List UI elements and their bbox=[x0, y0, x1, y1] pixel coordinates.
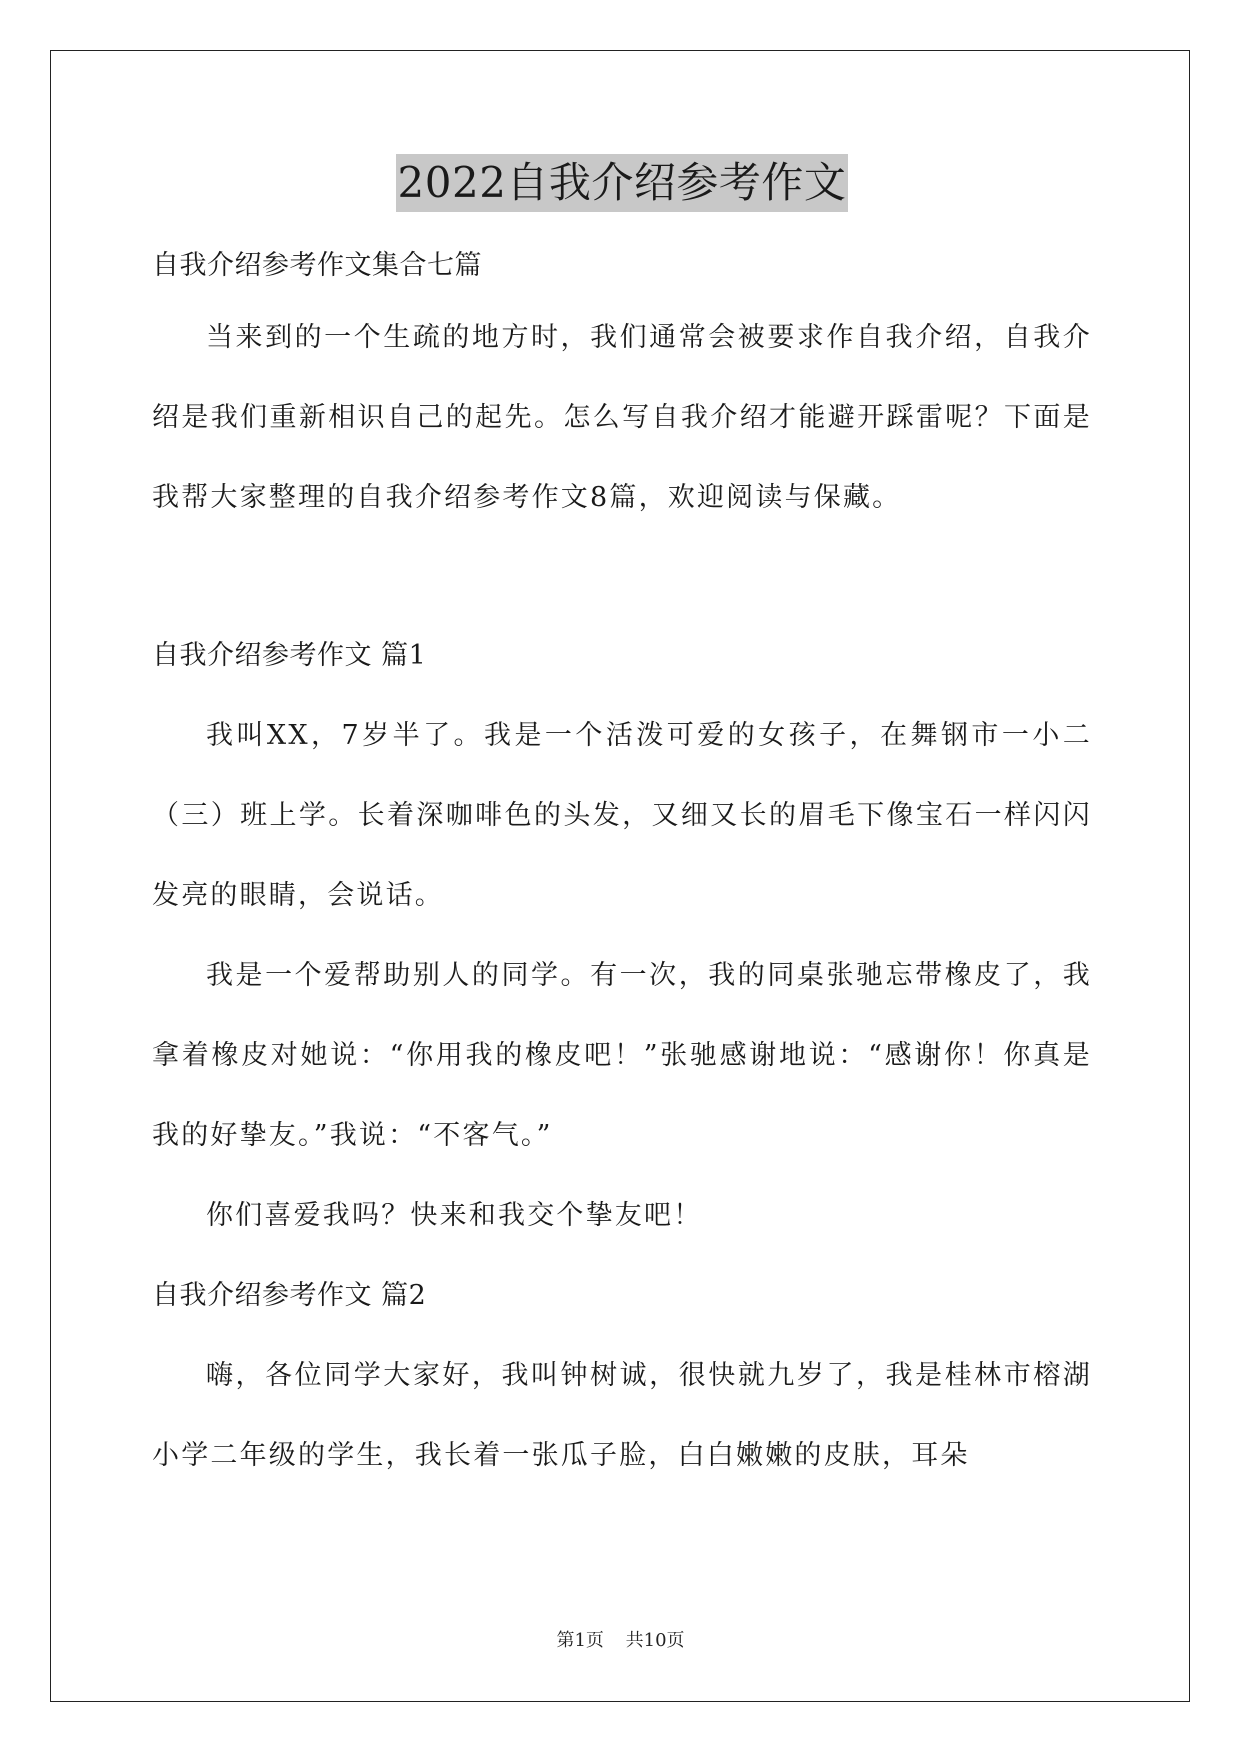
section-2-paragraph-1: 嗨，各位同学大家好，我叫钟树诚，很快就九岁了，我是桂林市榕湖小学二年级的学生，我长着一张瓜子脸，白白嫩嫩的皮肤，耳朵 bbox=[152, 1360, 1092, 1471]
section-heading-2: 自我介绍参考作文 篇2 bbox=[152, 1280, 427, 1311]
document-title: 2022自我介绍参考作文 bbox=[396, 154, 849, 212]
title-container bbox=[152, 140, 1092, 212]
document-body bbox=[152, 140, 1092, 1496]
section-1-paragraph-2: 我是一个爱帮助别人的同学。有一次，我的同桌张驰忘带橡皮了，我拿着橡皮对她说：“你用我的橡皮吧！”张驰感谢地说：“感谢你！你真是我的好挚友。”我说：“不客气。” bbox=[152, 960, 1092, 1151]
page-footer bbox=[0, 1626, 1241, 1652]
page-number: 第1页 bbox=[556, 1630, 604, 1651]
section-1-paragraph-1: 我叫XX，7岁半了。我是一个活泼可爱的女孩子，在舞钢市一小二（三）班上学。长着深咖啡色的头发，又细又长的眉毛下像宝石一样闪闪发亮的眼睛，会说话。 bbox=[152, 720, 1092, 911]
section-1-paragraph-3: 你们喜爱我吗？快来和我交个挚友吧！ bbox=[206, 1200, 703, 1231]
section-heading-1: 自我介绍参考作文 篇1 bbox=[152, 640, 427, 671]
page-total: 共10页 bbox=[625, 1630, 685, 1651]
document-subtitle: 自我介绍参考作文集合七篇 bbox=[152, 250, 482, 281]
intro-paragraph: 当来到的一个生疏的地方时，我们通常会被要求作自我介绍，自我介绍是我们重新相识自己的起先。怎么写自我介绍才能避开踩雷呢？下面是我帮大家整理的自我介绍参考作文8篇，欢迎阅读与保藏。 bbox=[152, 322, 1092, 513]
